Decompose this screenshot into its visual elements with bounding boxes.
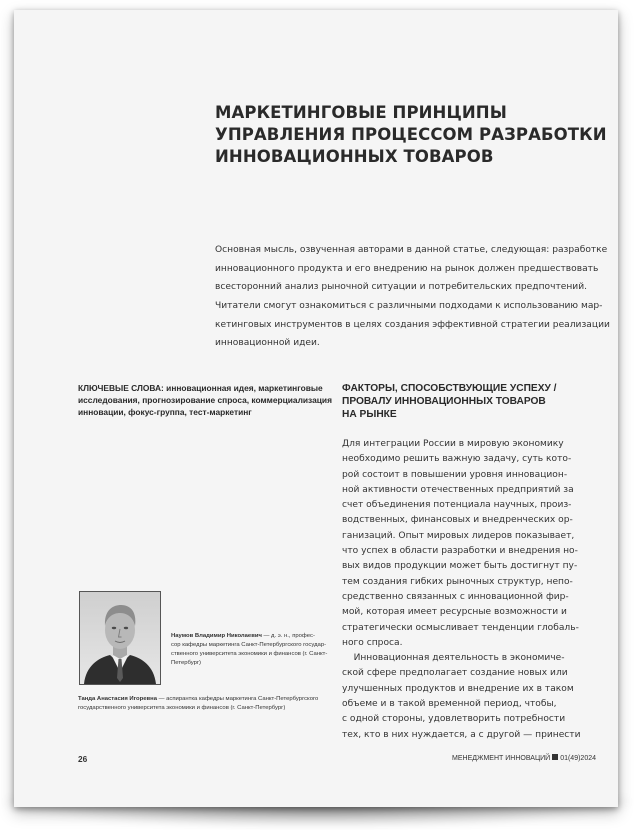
body-line: необходимо решить важную задачу, суть кото-: [342, 454, 572, 465]
section-heading: [342, 382, 592, 421]
abstract-line: инновационной идеи.: [215, 338, 320, 349]
author-1-caption: [171, 632, 331, 668]
body-line: средственно связанных с инновационной фир-: [342, 591, 569, 602]
author-portrait-image: [80, 592, 160, 684]
section-heading-line: ПРОВАЛУ ИННОВАЦИОННЫХ ТОВАРОВ: [342, 396, 546, 407]
author-caption-line: Петербург): [171, 660, 202, 666]
page-number: 26: [78, 754, 88, 764]
body-line: ской сфере предполагает создание новых или: [342, 668, 568, 679]
abstract-line: всесторонний анализ рыночной ситуации и потребительских предпочтений.: [215, 282, 587, 293]
keywords-line: исследования, прогнозирование спроса, коммерциализация: [78, 395, 332, 405]
body-line: вых видов продукции может быть достигнут пу-: [342, 561, 578, 572]
title-line: УПРАВЛЕНИЯ ПРОЦЕССОМ РАЗРАБОТКИ: [215, 125, 607, 144]
author-2-desc: — аспирантка кафедры маркетинга Санкт-Петербургского: [156, 696, 319, 702]
body-line: тем создания гибких рыночных структур, непо-: [342, 576, 573, 587]
body-line: ного спроса.: [342, 637, 403, 648]
abstract-line: кетинговых инструментов в целях создания эффективной стратегии реализации: [215, 319, 610, 330]
article-body: [342, 437, 580, 743]
body-line: ной активности отечественных предприятий за: [342, 484, 574, 495]
author-portrait: [79, 591, 161, 685]
section-heading-line: НА РЫНКЕ: [342, 409, 397, 420]
body-line: стратегически осмысливает тенденции глобаль-: [342, 622, 579, 633]
body-line: тех, кто в них нуждается, а с другой — принести: [342, 729, 581, 740]
body-line: ганизаций. Опыт мировых лидеров показывает,: [342, 530, 575, 541]
author-caption-line: [78, 695, 338, 704]
article-title: [215, 102, 607, 168]
abstract-line: Читатели смогут ознакомиться с различными подходами к использованию мар-: [215, 301, 603, 312]
body-line: Для интеграции России в мировую экономику: [342, 439, 564, 449]
keywords-line: инновации, фокус-группа, тест-маркетинг: [78, 407, 252, 417]
journal-name: МЕНЕДЖМЕНТ ИННОВАЦИЙ: [452, 755, 551, 762]
body-line: что успех в области разработки и внедрения но-: [342, 546, 578, 557]
author-caption-line: ственного университета экономики и финансов (г. Санкт-: [171, 651, 328, 657]
body-line: Инновационная деятельность в экономиче-: [342, 653, 565, 664]
keywords-block: [78, 382, 332, 418]
abstract-line: Основная мысль, озвученная авторами в данной статье, следующая: разработке: [215, 245, 608, 255]
keywords-line: КЛЮЧЕВЫЕ СЛОВА: инновационная идея, маркетинговые: [78, 383, 323, 393]
square-separator-icon: [552, 754, 558, 760]
body-line: с одной стороны, удовлетворить потребности: [342, 714, 566, 725]
body-line: мой, которая имеет ресурсные возможности и: [342, 607, 567, 618]
author-caption-line: государственного университета экономики и финансов (г. Санкт-Петербург): [78, 705, 286, 711]
article-abstract: [215, 241, 610, 353]
magazine-page: [14, 10, 618, 807]
title-line: ИННОВАЦИОННЫХ ТОВАРОВ: [215, 147, 494, 166]
body-line: водственных, финансовых и внедренческих ор-: [342, 515, 573, 526]
title-line: МАРКЕТИНГОВЫЕ ПРИНЦИПЫ: [215, 103, 507, 122]
author-2-caption: [78, 695, 338, 713]
author-caption-line: [171, 632, 331, 641]
abstract-line: инновационного продукта и его внедрению на рынок должен предшествовать: [215, 263, 599, 274]
body-line: счет объединения потенциала научных, произ-: [342, 500, 572, 511]
body-line: рой состоит в повышении уровня инновацион-: [342, 469, 568, 480]
author-caption-line: сор кафедры маркетинга Санкт-Петербургского государ-: [171, 642, 327, 648]
author-1-desc: — д. э. н., профес-: [261, 633, 315, 639]
body-line: объеме и в такой временной период, чтобы,: [342, 699, 557, 710]
author-2-name: Танда Анастасия Игоревна: [78, 696, 157, 702]
author-1-name: Наумов Владимир Николаевич: [171, 633, 262, 639]
journal-issue: 01(49)2024: [560, 755, 596, 762]
body-line: улучшенных продуктов и внедрение их в таком: [342, 683, 574, 694]
journal-footer: [446, 754, 596, 762]
section-heading-line: ФАКТОРЫ, СПОСОБСТВУЮЩИЕ УСПЕХУ /: [342, 383, 557, 394]
